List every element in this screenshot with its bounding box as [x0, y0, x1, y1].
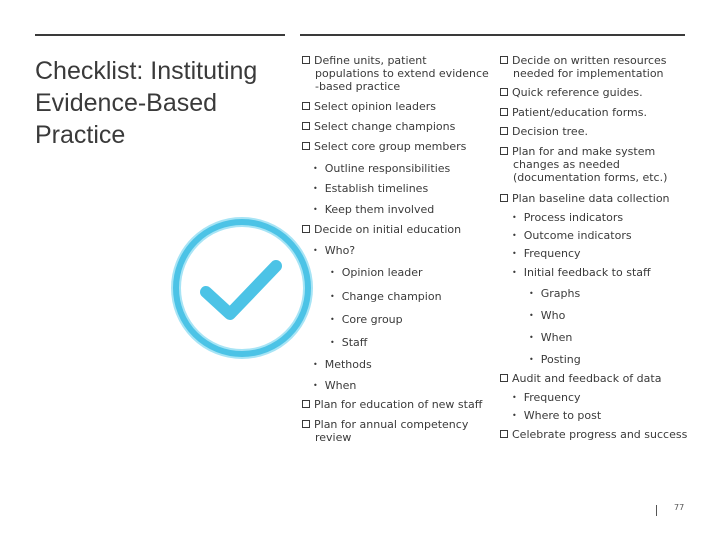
item-text: Plan baseline data collection	[512, 192, 670, 205]
checklist-item	[500, 54, 667, 80]
bullet-icon: •	[512, 411, 517, 420]
slide-title: Checklist: Instituting Evidence-Based Practice	[35, 57, 258, 149]
bullet-icon: •	[512, 213, 517, 222]
item-text: Patient/education forms.	[512, 106, 647, 119]
item-text: review	[315, 431, 352, 444]
sub-list-item	[330, 290, 442, 303]
item-text: Quick reference guides.	[512, 86, 643, 99]
page-number: 77	[674, 503, 685, 512]
sub-list-item	[313, 182, 428, 195]
bullet-icon: •	[529, 289, 534, 298]
item-text: Select opinion leaders	[314, 100, 436, 113]
item-text: Define units, patient	[314, 54, 427, 67]
checkbox-icon	[500, 108, 508, 116]
item-text: Frequency	[523, 391, 581, 404]
bullet-icon: •	[529, 311, 534, 320]
checklist-item	[500, 192, 670, 205]
bullet-icon: •	[512, 393, 517, 402]
checkbox-icon	[302, 420, 310, 428]
checklist-item	[500, 106, 647, 119]
item-text: needed for implementation	[513, 67, 664, 80]
checklist-item	[302, 418, 468, 444]
content-rule	[300, 34, 685, 36]
sub-list-item	[313, 244, 355, 257]
checklist-item	[302, 54, 489, 93]
sub-list-item	[330, 313, 403, 326]
item-text: Celebrate progress and success	[512, 428, 688, 441]
bullet-icon: •	[313, 246, 318, 255]
checkbox-icon	[302, 56, 310, 64]
item-text: Graphs	[540, 287, 581, 300]
item-text: Core group	[341, 313, 403, 326]
item-text: Who	[540, 309, 566, 322]
sub-list-item	[512, 409, 601, 422]
item-text: When	[324, 379, 357, 392]
sub-list-item	[313, 203, 434, 216]
bullet-icon: •	[330, 292, 335, 301]
item-text: When	[540, 331, 573, 344]
checkbox-icon	[302, 142, 310, 150]
item-text: -based practice	[315, 80, 401, 93]
sub-list-item	[313, 379, 356, 392]
bullet-icon: •	[330, 268, 335, 277]
sub-list-item	[529, 353, 581, 366]
item-text: Plan for education of new staff	[314, 398, 483, 411]
bullet-icon: •	[313, 381, 318, 390]
item-text: populations to extend evidence	[315, 67, 489, 80]
sub-list-item	[529, 309, 565, 322]
checkbox-icon	[302, 102, 310, 110]
checklist-item	[302, 140, 466, 153]
checkbox-icon	[302, 225, 310, 233]
bullet-icon: •	[512, 268, 517, 277]
bullet-icon: •	[330, 315, 335, 324]
bullet-icon: •	[529, 333, 534, 342]
checkmark-circle-icon	[168, 214, 316, 362]
sub-list-item	[529, 287, 580, 300]
checkbox-icon	[500, 194, 508, 202]
sub-list-item	[330, 336, 367, 349]
item-text: Select core group members	[314, 140, 467, 153]
checkbox-icon	[500, 374, 508, 382]
item-text: Decision tree.	[512, 125, 588, 138]
item-text: Outcome indicators	[523, 229, 632, 242]
item-text: Where to post	[523, 409, 602, 422]
item-text: Plan for annual competency	[314, 418, 469, 431]
sub-list-item	[529, 331, 572, 344]
checkbox-icon	[500, 88, 508, 96]
checkbox-icon	[500, 56, 508, 64]
item-text: Staff	[341, 336, 368, 349]
checkbox-icon	[302, 400, 310, 408]
title-rule	[35, 34, 285, 36]
item-text: Decide on initial education	[314, 223, 462, 236]
item-text: Methods	[324, 358, 372, 371]
checklist-item	[302, 100, 436, 113]
item-text: Decide on written resources	[512, 54, 667, 67]
sub-list-item	[512, 229, 632, 242]
item-text: Process indicators	[523, 211, 624, 224]
item-text: Outline responsibilities	[324, 162, 451, 175]
checklist-item	[500, 145, 667, 184]
checklist-item	[302, 120, 455, 133]
sub-list-item	[512, 266, 651, 279]
sub-list-item	[313, 162, 450, 175]
checklist-item	[500, 428, 687, 441]
sub-list-item	[512, 247, 581, 260]
sub-list-item	[512, 391, 581, 404]
bullet-icon: •	[313, 164, 318, 173]
item-text: Keep them involved	[324, 203, 435, 216]
bullet-icon: •	[313, 184, 318, 193]
bullet-icon: •	[529, 355, 534, 364]
item-text: Change champion	[341, 290, 442, 303]
sub-list-item	[330, 266, 422, 279]
bullet-icon: •	[512, 231, 517, 240]
checkbox-icon	[302, 122, 310, 130]
checklist-item	[500, 125, 588, 138]
item-text: Posting	[540, 353, 581, 366]
bullet-icon: •	[330, 338, 335, 347]
checkbox-icon	[500, 430, 508, 438]
item-text: Plan for and make system	[512, 145, 656, 158]
footer-divider	[656, 505, 657, 516]
item-text: Initial feedback to staff	[523, 266, 651, 279]
checklist-item	[500, 86, 643, 99]
checkbox-icon	[500, 127, 508, 135]
bullet-icon: •	[313, 205, 318, 214]
checklist-item	[302, 223, 461, 236]
bullet-icon: •	[512, 249, 517, 258]
checklist-item	[302, 398, 482, 411]
item-text: Establish timelines	[324, 182, 429, 195]
sub-list-item	[512, 211, 623, 224]
sub-list-item	[313, 358, 372, 371]
item-text: changes as needed	[513, 158, 620, 171]
item-text: Opinion leader	[341, 266, 423, 279]
item-text: Audit and feedback of data	[512, 372, 662, 385]
checklist-item	[500, 372, 661, 385]
item-text: Select change champions	[314, 120, 456, 133]
item-text: Frequency	[523, 247, 581, 260]
item-text: Who?	[324, 244, 356, 257]
bullet-icon: •	[313, 360, 318, 369]
checkbox-icon	[500, 147, 508, 155]
item-text: (documentation forms, etc.)	[513, 171, 668, 184]
